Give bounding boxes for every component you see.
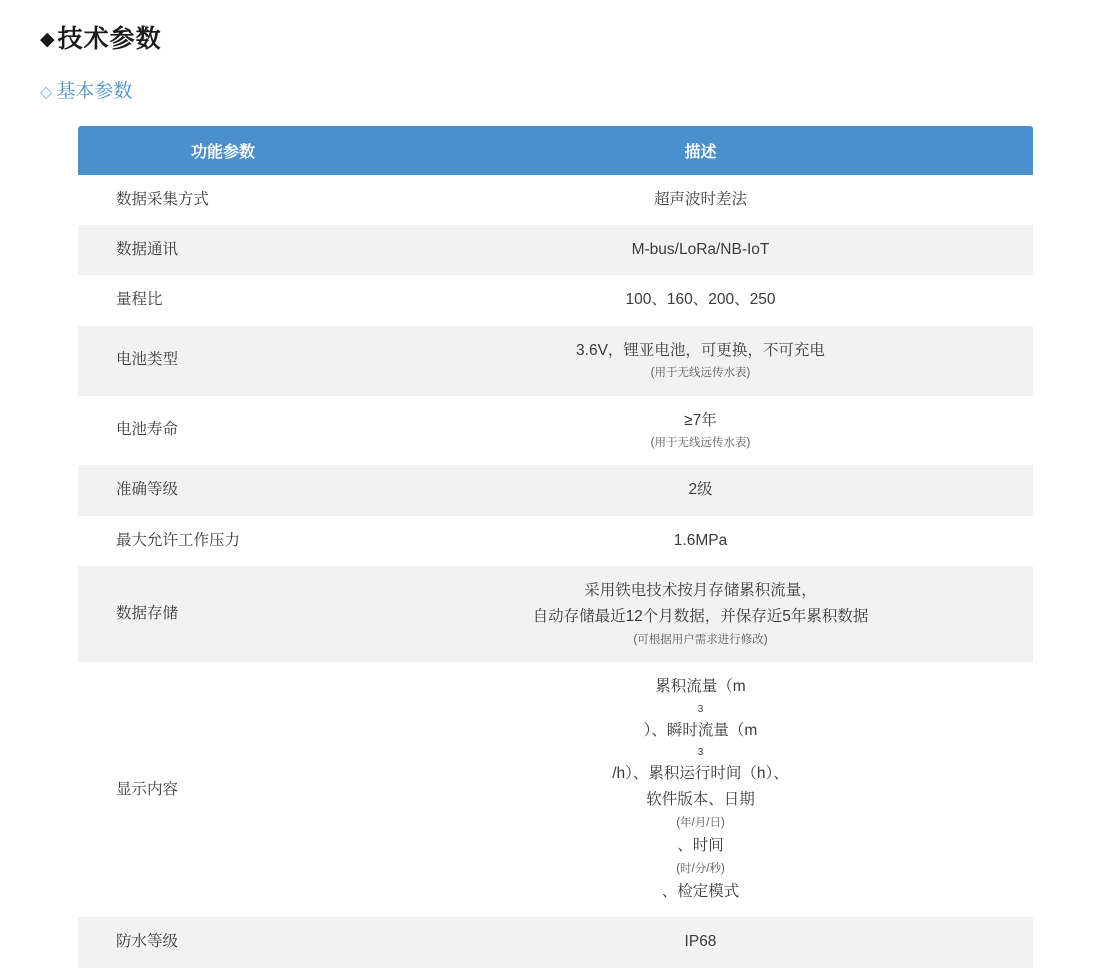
table-cell-description [368,175,1033,225]
table-cell-description [368,465,1033,515]
description-fragment: 1.6MPa [673,531,728,549]
table-row [78,396,1033,466]
description-fragment: /h）、累积运行时间（h）、 [612,765,789,783]
description-fragment: (可根据用户需求进行修改) [633,633,768,646]
table-cell-parameter: 量程比 [78,275,368,325]
description-fragment: (年/月/日) [676,816,725,829]
section-subtitle [40,79,1060,106]
description-fragment: (时/分/秒) [676,862,725,875]
description-fragment: 自动存储最近12个月数据，并保存近5年累积数据 [532,608,869,626]
description-fragment: 100、160、200、250 [625,291,776,309]
description-fragment: 3 [697,747,704,759]
table-cell-parameter: 准确等级 [78,465,368,515]
description-line [376,787,1025,905]
description-line [376,338,1025,384]
table-cell-description [368,225,1033,275]
table-row [78,275,1033,325]
description-fragment: 累积流量（m [655,678,746,696]
section-subtitle-text: 基本参数 [56,81,133,102]
table-row [78,917,1033,967]
specifications-table [78,126,1033,968]
description-fragment: M-bus/LoRa/NB-IoT [631,240,770,258]
description-fragment: 超声波时差法 [653,190,747,208]
description-fragment: ≥7年 [684,411,717,429]
solid-diamond-icon: ◆ [40,29,56,51]
description-line [376,408,1025,454]
table-cell-description [368,326,1033,396]
table-header [78,126,1033,175]
description-fragment: 、检定模式 [661,883,740,901]
description-fragment: (用于无线远传水表) [650,366,751,379]
table-row [78,566,1033,662]
table-cell-parameter: 数据存储 [78,566,368,662]
table-row [78,326,1033,396]
table-cell-description [368,662,1033,917]
page-title [40,22,1060,57]
table-body [78,175,1033,968]
table-cell-parameter: 数据通讯 [78,225,368,275]
hollow-diamond-icon: ◇ [40,84,53,102]
description-fragment: 软件版本、日期 [646,791,755,809]
table-cell-parameter: 显示内容 [78,662,368,917]
description-line [376,604,1025,650]
column-header-parameter: 功能参数 [78,126,368,175]
table-cell-description [368,917,1033,967]
description-line [376,237,1025,263]
table-cell-parameter: 电池寿命 [78,396,368,466]
table-cell-description [368,275,1033,325]
table-cell-description [368,566,1033,662]
description-line [376,287,1025,313]
table-cell-parameter: 防水等级 [78,917,368,967]
column-header-description: 描述 [368,126,1033,175]
description-line [376,929,1025,955]
table-cell-parameter: 数据采集方式 [78,175,368,225]
table-row [78,175,1033,225]
description-fragment: 3 [697,703,704,715]
table-row [78,662,1033,917]
table-row [78,465,1033,515]
description-fragment: 、时间 [677,837,724,855]
page-title-text: 技术参数 [57,25,162,53]
table-cell-parameter: 最大允许工作压力 [78,516,368,566]
table-cell-description [368,516,1033,566]
description-fragment: 2级 [688,481,713,499]
description-line [376,578,1025,604]
table-cell-description [368,396,1033,466]
description-fragment: ）、瞬时流量（m [643,721,758,739]
table-header-row [78,126,1033,175]
description-line [376,477,1025,503]
table-cell-parameter: 电池类型 [78,326,368,396]
description-line [376,674,1025,787]
description-fragment: (用于无线远传水表) [650,436,751,449]
description-fragment: 采用铁电技术按月存储累积流量， [584,582,817,600]
description-line [376,528,1025,554]
description-fragment: IP68 [684,933,717,951]
table-row [78,516,1033,566]
description-fragment: 3.6V，锂亚电池，可更换，不可充电 [576,341,825,359]
table-row [78,225,1033,275]
description-line [376,187,1025,213]
